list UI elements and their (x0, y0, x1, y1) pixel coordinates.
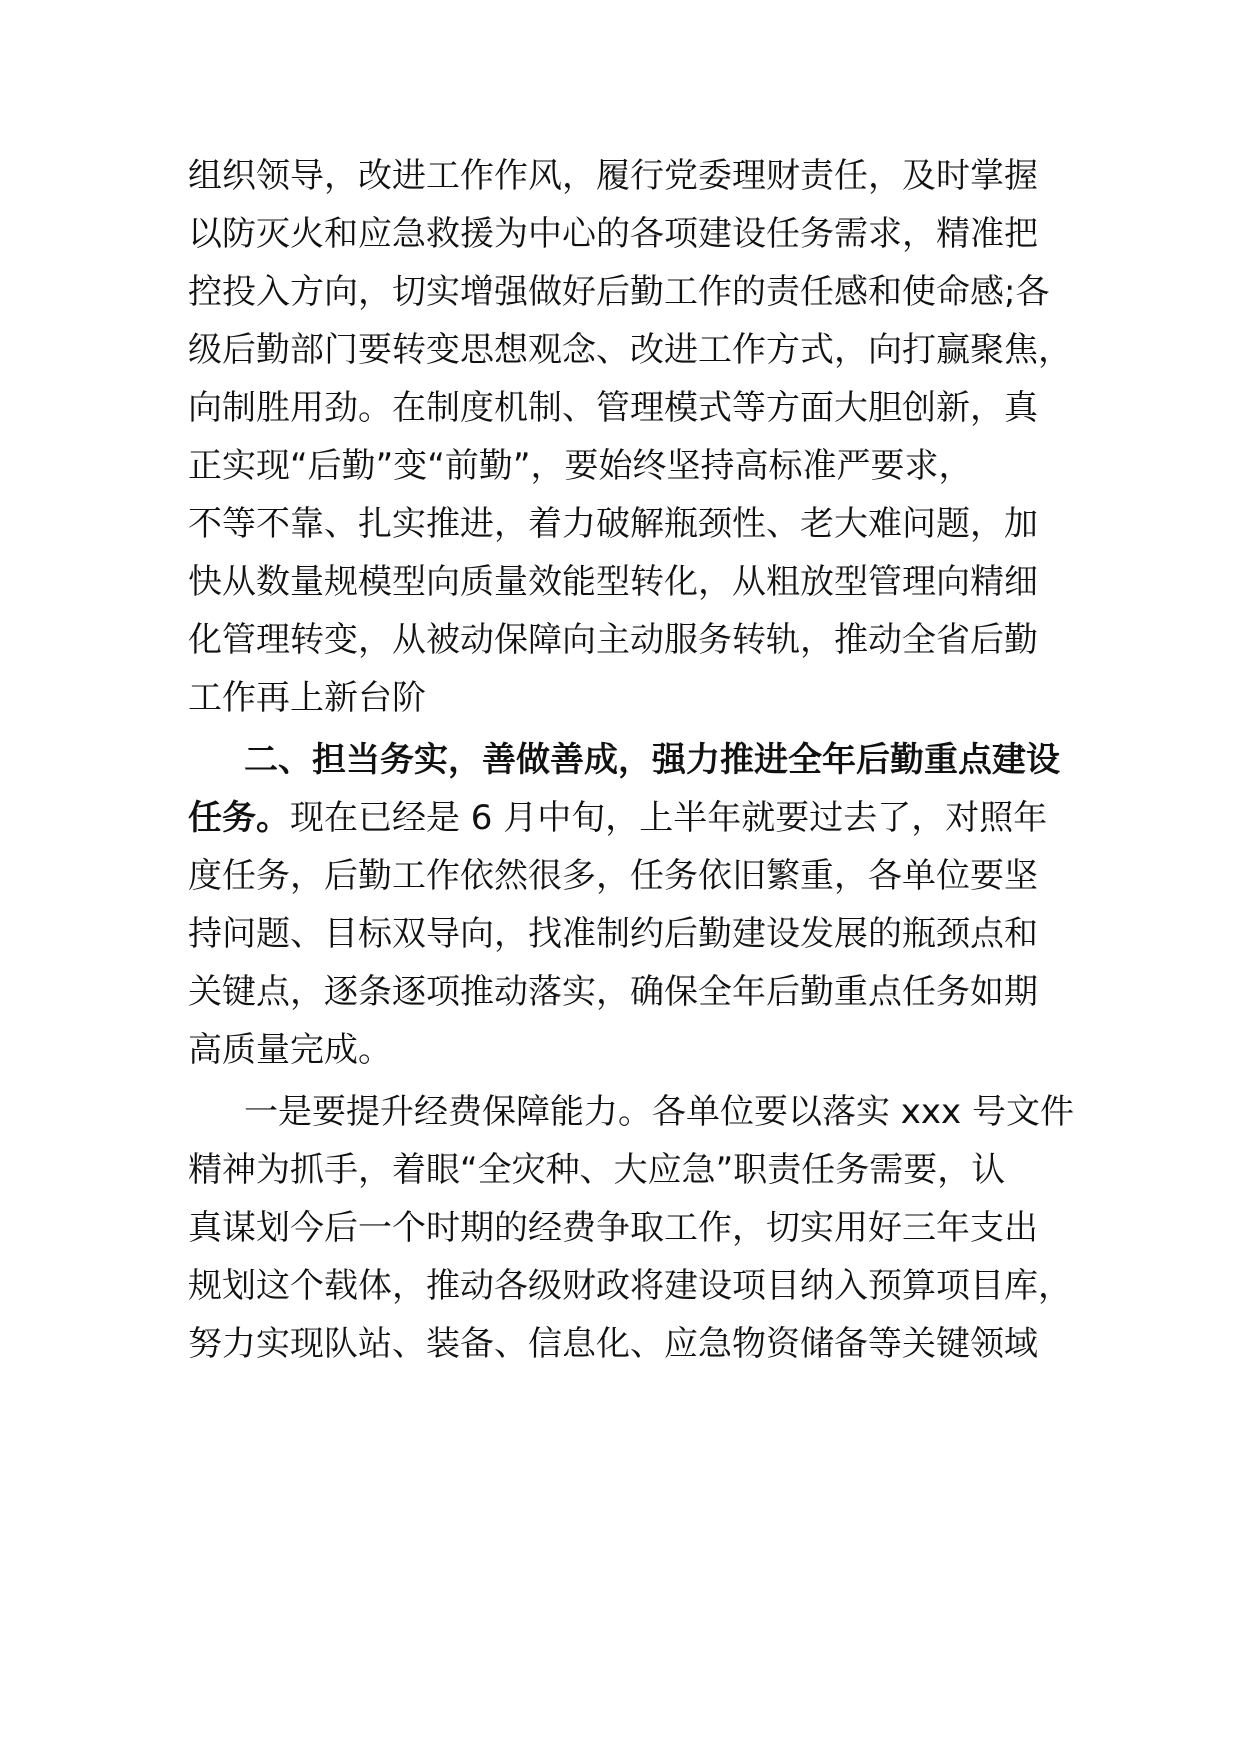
text-line: 正实现“后勤”变“前勤”，要始终坚持高标准严要求， (188, 446, 973, 486)
text-line: 努力实现队站、装备、信息化、应急物资储备等关键领域 (188, 1324, 1038, 1364)
text-line: 控投入方向，切实增强做好后勤工作的责任感和使命感;各 (188, 272, 1050, 312)
text-line: 级后勤部门要转变思想观念、改进工作方式，向打赢聚焦， (188, 330, 1072, 370)
text-line: 向制胜用劲。在制度机制、管理模式等方面大胆创新，真 (188, 388, 1038, 428)
text-line: 组织领导，改进工作作风，履行党委理财责任，及时掌握 (188, 156, 1038, 196)
text-line: 工作再上新台阶 (188, 678, 426, 718)
text-line: 持问题、目标双导向，找准制约后勤建设发展的瓶颈点和 (188, 914, 1038, 954)
text-line: 化管理转变，从被动保障向主动服务转轨，推动全省后勤 (188, 620, 1038, 660)
text-line: 以防灭火和应急救援为中心的各项建设任务需求，精准把 (188, 214, 1038, 254)
text-line: 精神为抓手，着眼“全灾种、大应急”职责任务需要，认 (188, 1150, 1006, 1190)
section-heading-end: 任务。 (188, 798, 290, 838)
text-line: 高质量完成。 (188, 1030, 392, 1070)
section-heading: 二、担当务实，善做善成，强力推进全年后勤重点建设 (244, 740, 1060, 780)
text-line: 真谋划今后一个时期的经费争取工作，切实用好三年支出 (188, 1208, 1038, 1248)
text-line: 不等不靠、扎实推进，着力破解瓶颈性、老大难问题，加 (188, 504, 1038, 544)
text-line: 关键点，逐条逐项推动落实，确保全年后勤重点任务如期 (188, 972, 1038, 1012)
text-line: 快从数量规模型向质量效能型转化，从粗放型管理向精细 (188, 562, 1038, 602)
text-line: 度任务，后勤工作依然很多，任务依旧繁重，各单位要坚 (188, 856, 1038, 896)
text-line: 一是要提升经费保障能力。各单位要以落实 xxx 号文件 (244, 1092, 1074, 1132)
text-span: 现在已经是 6 月中旬，上半年就要过去了，对照年 (290, 798, 1048, 838)
text-line (188, 794, 1047, 842)
text-line: 规划这个载体，推动各级财政将建设项目纳入预算项目库， (188, 1266, 1072, 1306)
